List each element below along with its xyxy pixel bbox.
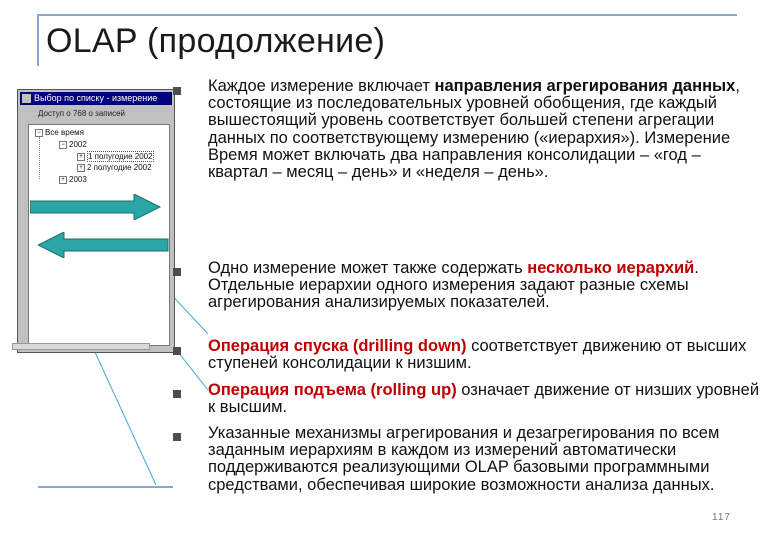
bullet-3 [208,338,760,372]
expand-icon[interactable]: + [77,153,85,161]
bullet-marker [173,347,181,355]
bullet-marker [173,433,181,441]
bullet-emphasis: Операция подъема (rolling up) [208,381,457,399]
horizontal-scrollbar[interactable] [12,343,150,350]
bullet-text: Каждое измерение включает [208,77,435,95]
tree-node-year2[interactable] [59,175,87,184]
bullet-4 [208,382,760,416]
expand-icon[interactable]: + [77,164,85,172]
arrow-right-icon [30,194,162,220]
bullet-marker [173,268,181,276]
bottom-rule [38,486,173,488]
tree-node-label: 2003 [69,175,87,184]
bullet-emphasis: Операция спуска (drilling down) [208,337,467,355]
tree-node-label: Все время [45,128,84,137]
tree-node-label: 2002 [69,140,87,149]
tree-guide [39,137,40,179]
tree-node-q1[interactable] [77,152,154,161]
page-number: 117 [712,512,731,523]
screenshot-window [17,89,175,353]
tree-node-label: 2 полугодие 2002 [87,163,152,172]
window-titlebar [20,92,172,105]
collapse-icon[interactable]: − [35,129,43,137]
bullet-text: , состоящие из последовательных уровней обобщения, где каждый вышестоящий уровень соответствует большей степени агрегации данных по соответствующему измерению («иерархия»). Измерение Время может включать два направления консолидации – «год – квартал – месяц – день» и «неделя – день». [208,77,740,182]
bullet-marker [173,390,181,398]
tree-node-year1[interactable] [59,140,87,149]
bullet-marker [173,87,181,95]
bullet-2 [208,260,760,312]
slide-title: OLAP (продолжение) [46,22,386,60]
collapse-icon[interactable]: − [59,141,67,149]
window-subtitle: Доступ о 768 о записей [38,109,126,118]
bullet-text: Одно измерение может также содержать [208,259,528,277]
tree-node-root[interactable] [35,128,84,137]
tree-node-label: 1 полугодие 2002 [88,152,153,161]
bullet-text: . Отдельные иерархии одного измерения задают разные схемы агрегирования анализируемых показателей. [208,259,699,312]
window-icon [22,94,31,103]
arrow-left-icon [38,232,170,258]
tree-node-q2[interactable] [77,163,152,172]
window-title: Выбор по списку - измерение [34,93,158,103]
bullet-text: означает движение от низших уровней к высшим. [208,381,760,417]
bullet-emphasis: несколько иерархий [527,259,695,277]
expand-icon[interactable]: + [59,176,67,184]
bullet-5: Указанные механизмы агрегирования и дезагрегирования по всем заданным иерархиям в каждом из измерений автоматически поддерживаются реализующими OLAP базовыми программными средствами, обеспечивая широкие возможности анализа данных. [208,424,720,494]
bullet-emphasis: направления агрегирования данных [434,77,736,95]
bullet-1 [208,78,760,181]
bullet-text: соответствует движению от высших ступеней консолидации к низшим. [208,337,747,373]
